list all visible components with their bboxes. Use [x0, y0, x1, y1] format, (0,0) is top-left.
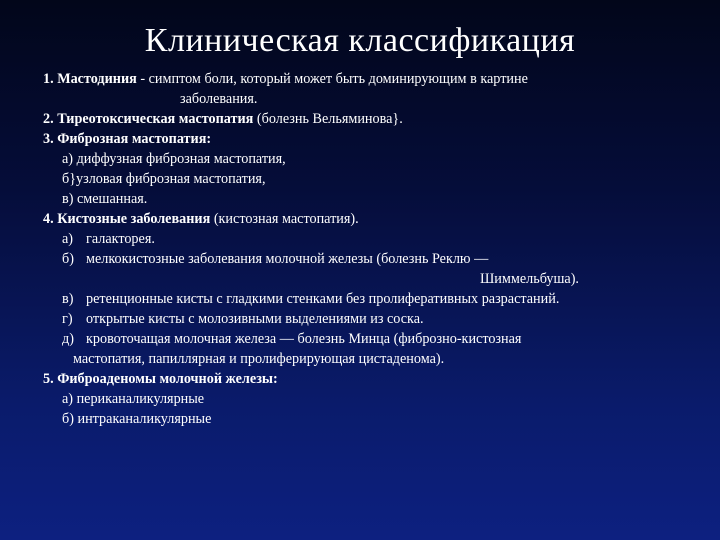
item-4-sub-b	[43, 249, 703, 269]
sub-marker: в)	[62, 291, 74, 307]
sub-marker: г)	[62, 311, 73, 327]
item-1-continuation: заболевания.	[180, 91, 258, 107]
item-4-heading: 4. Кистозные заболевания	[43, 211, 211, 227]
item-4-sub-d	[43, 309, 703, 329]
sub-text: открытые кисты с молозивными выделениями из соска.	[86, 311, 424, 327]
classification-list	[43, 69, 703, 429]
item-5-heading: 5. Фиброаденомы молочной железы:	[43, 371, 278, 387]
item-2-heading: 2. Тиреотоксическая мастопатия	[43, 111, 254, 127]
item-3-heading: 3. Фиброзная мастопатия:	[43, 131, 212, 147]
item-1-text: - симптом боли, который может быть доминирующим в картине	[136, 71, 528, 87]
item-3-sub-c: в) смешанная.	[62, 191, 148, 207]
sub-text: галакторея.	[86, 231, 155, 247]
item-4-text: (кистозная мастопатия).	[210, 211, 359, 227]
item-4-sub-e-continuation: мастопатия, папиллярная и пролиферирующая цистаденома).	[73, 351, 445, 367]
item-3-sub-a: а) диффузная фиброзная мастопатия,	[62, 151, 286, 167]
item-4-sub-a	[43, 229, 703, 249]
item-3-sub-b: б}узловая фиброзная мастопатия,	[62, 171, 266, 187]
item-4-sub-c	[43, 289, 703, 309]
item-5-sub-a: а) периканаликулярные	[62, 391, 205, 407]
item-1	[43, 69, 703, 89]
sub-text: кровоточащая молочная железа — болезнь Минца (фиброзно-кистозная	[86, 331, 522, 347]
item-5-sub-b: б) интраканаликулярные	[62, 411, 212, 427]
sub-text: ретенционные кисты с гладкими стенками без пролиферативных разрастаний.	[86, 291, 560, 307]
slide-title: Клиническая классификация	[144, 22, 576, 59]
item-4-sub-e	[43, 329, 703, 349]
item-4-sub-b-continuation: Шиммельбуша).	[480, 271, 579, 287]
item-4	[43, 209, 703, 229]
item-2	[43, 109, 703, 129]
item-2-text: (болезнь Вельяминова}.	[253, 111, 403, 127]
sub-text: мелкокистозные заболевания молочной железы (болезнь Реклю —	[86, 251, 489, 267]
sub-marker: а)	[62, 231, 74, 247]
sub-marker: б)	[62, 251, 74, 267]
sub-marker: д)	[62, 331, 74, 347]
item-1-heading: 1. Мастодиния	[43, 71, 137, 87]
